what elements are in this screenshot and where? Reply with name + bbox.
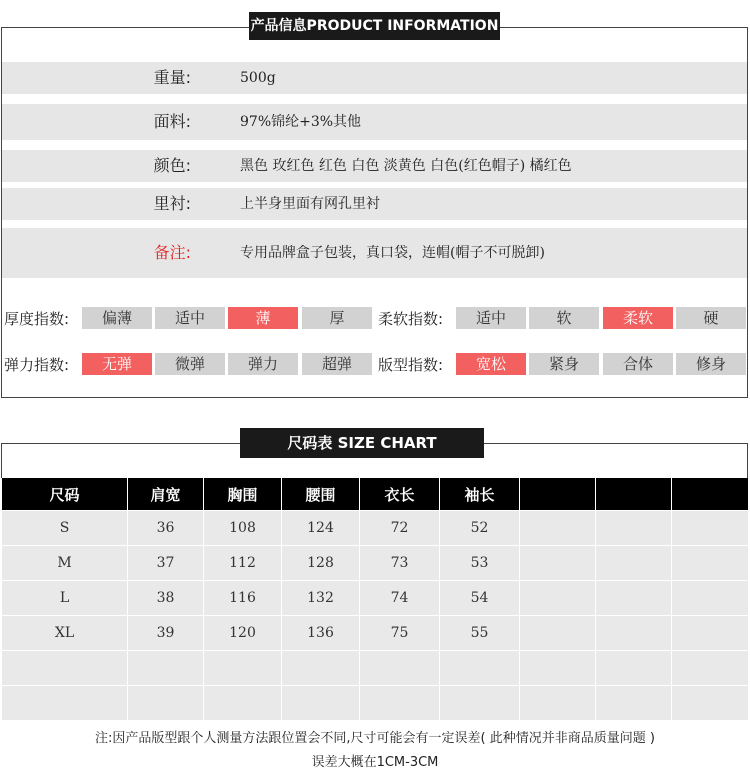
table-cell xyxy=(204,651,282,686)
table-cell: XL xyxy=(2,616,128,651)
header-shoulder: 肩宽 xyxy=(128,478,204,511)
remark-label: 备注: xyxy=(153,243,191,262)
table-cell: 75 xyxy=(360,616,440,651)
table-cell xyxy=(596,546,672,581)
table-row xyxy=(2,616,749,651)
table-cell: 112 xyxy=(204,546,282,581)
table-cell xyxy=(520,511,596,546)
weight-value: 500g xyxy=(240,70,276,86)
header-empty xyxy=(596,478,672,511)
info-row-remark xyxy=(2,228,747,278)
elasticity-index-label: 弹力指数: xyxy=(4,356,70,374)
table-cell xyxy=(360,686,440,721)
header-size: 尺码 xyxy=(2,478,128,511)
table-cell xyxy=(440,651,520,686)
thickness-index-label: 厚度指数: xyxy=(4,310,70,328)
fit-option-2: 合体 xyxy=(603,353,673,375)
table-cell xyxy=(520,581,596,616)
info-row-weight xyxy=(2,62,747,94)
header-empty xyxy=(672,478,749,511)
thickness-option-3: 厚 xyxy=(302,307,372,329)
table-cell xyxy=(128,686,204,721)
table-cell: 52 xyxy=(440,511,520,546)
table-cell xyxy=(204,686,282,721)
table-cell xyxy=(596,651,672,686)
table-cell: 73 xyxy=(360,546,440,581)
table-cell xyxy=(282,651,360,686)
table-cell xyxy=(440,686,520,721)
product-info-title: 产品信息PRODUCT INFORMATION xyxy=(249,12,500,40)
size-chart-table xyxy=(1,478,749,721)
elasticity-option-0-selected: 无弹 xyxy=(82,353,152,375)
color-value: 黑色 玫红色 红色 白色 淡黄色 白色(红色帽子) 橘红色 xyxy=(240,158,572,174)
header-waist: 腰围 xyxy=(282,478,360,511)
lining-value: 上半身里面有网孔里衬 xyxy=(240,196,380,212)
table-cell: L xyxy=(2,581,128,616)
thickness-option-0: 偏薄 xyxy=(82,307,152,329)
table-cell: 39 xyxy=(128,616,204,651)
table-cell: 37 xyxy=(128,546,204,581)
table-cell xyxy=(2,686,128,721)
table-cell: 54 xyxy=(440,581,520,616)
info-row-fabric xyxy=(2,104,747,140)
color-label: 颜色: xyxy=(153,156,191,175)
thickness-option-2-selected: 薄 xyxy=(228,307,298,329)
fit-option-3: 修身 xyxy=(676,353,746,375)
table-cell xyxy=(672,511,749,546)
size-note-line-1: 注:因产品版型跟个人测量方法跟位置会不同,尺寸可能会有一定误差( 此种情况并非商品质量问题 ) xyxy=(95,731,655,746)
table-cell xyxy=(520,651,596,686)
lining-label: 里衬: xyxy=(153,194,191,213)
table-row xyxy=(2,546,749,581)
size-note-line-2: 误差大概在1CM-3CM xyxy=(311,755,439,770)
fabric-label: 面料: xyxy=(153,112,191,131)
table-row xyxy=(2,686,749,721)
table-row xyxy=(2,651,749,686)
softness-option-0: 适中 xyxy=(456,307,526,329)
table-cell xyxy=(520,546,596,581)
table-cell xyxy=(672,581,749,616)
table-cell: 36 xyxy=(128,511,204,546)
elasticity-option-2: 弹力 xyxy=(228,353,298,375)
info-row-lining xyxy=(2,188,747,220)
table-cell xyxy=(282,686,360,721)
table-cell xyxy=(596,581,672,616)
size-chart-header-row xyxy=(2,478,749,511)
table-cell xyxy=(596,616,672,651)
table-cell: 74 xyxy=(360,581,440,616)
table-cell: 72 xyxy=(360,511,440,546)
table-cell: 124 xyxy=(282,511,360,546)
table-cell: 108 xyxy=(204,511,282,546)
weight-label: 重量: xyxy=(153,68,191,87)
size-chart-title: 尺码表 SIZE CHART xyxy=(240,428,484,458)
table-cell: 128 xyxy=(282,546,360,581)
table-cell xyxy=(520,616,596,651)
softness-option-2-selected: 柔软 xyxy=(603,307,673,329)
remark-value: 专用品牌盒子包装，真口袋，连帽(帽子不可脱卸) xyxy=(240,245,545,261)
fabric-value: 97%锦纶+3%其他 xyxy=(240,114,362,130)
table-cell: 38 xyxy=(128,581,204,616)
header-chest: 胸围 xyxy=(204,478,282,511)
table-cell: 116 xyxy=(204,581,282,616)
table-cell xyxy=(128,651,204,686)
fit-option-0-selected: 宽松 xyxy=(456,353,526,375)
table-cell: 120 xyxy=(204,616,282,651)
table-cell xyxy=(2,651,128,686)
info-row-color xyxy=(2,150,747,182)
table-cell xyxy=(672,616,749,651)
table-cell xyxy=(672,546,749,581)
elasticity-option-3: 超弹 xyxy=(302,353,372,375)
elasticity-option-1: 微弹 xyxy=(155,353,225,375)
header-length: 衣长 xyxy=(360,478,440,511)
table-cell: S xyxy=(2,511,128,546)
fit-option-1: 紧身 xyxy=(529,353,599,375)
table-cell xyxy=(596,686,672,721)
fit-index-label: 版型指数: xyxy=(378,356,444,374)
table-row xyxy=(2,581,749,616)
table-cell: M xyxy=(2,546,128,581)
table-cell xyxy=(360,651,440,686)
softness-option-3: 硬 xyxy=(676,307,746,329)
table-cell xyxy=(520,686,596,721)
table-cell: 136 xyxy=(282,616,360,651)
header-empty xyxy=(520,478,596,511)
table-cell xyxy=(596,511,672,546)
softness-index-label: 柔软指数: xyxy=(378,310,444,328)
table-cell: 55 xyxy=(440,616,520,651)
table-cell: 132 xyxy=(282,581,360,616)
table-row xyxy=(2,511,749,546)
table-cell: 53 xyxy=(440,546,520,581)
table-cell xyxy=(672,651,749,686)
softness-option-1: 软 xyxy=(529,307,599,329)
table-cell xyxy=(672,686,749,721)
thickness-option-1: 适中 xyxy=(155,307,225,329)
header-sleeve: 袖长 xyxy=(440,478,520,511)
